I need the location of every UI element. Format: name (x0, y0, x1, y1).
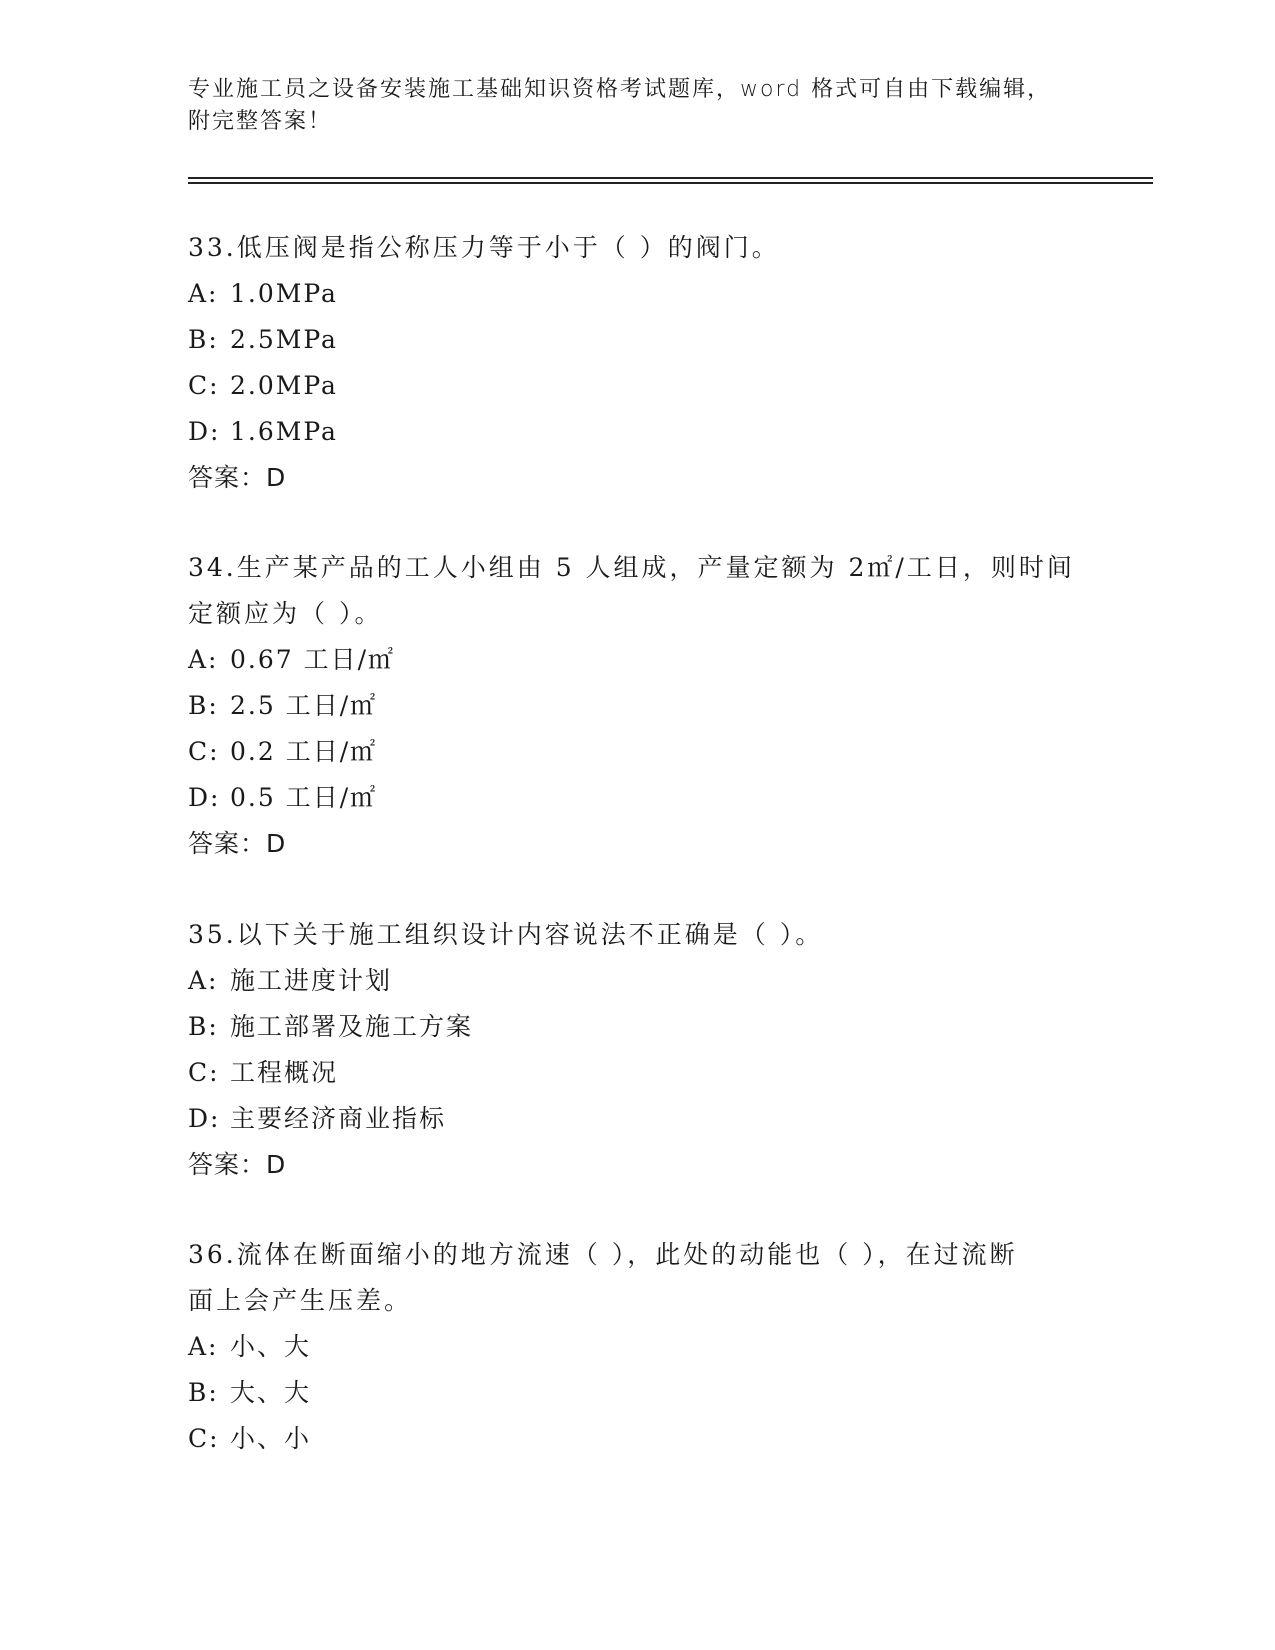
option-text: 施工部署及施工方案 (230, 1012, 474, 1041)
option-key: D: (188, 417, 221, 446)
option-c (188, 729, 1088, 775)
question-stem-line-1: 36.流体在断面缩小的地方流速（ ），此处的动能也（ ），在过流断 (188, 1240, 1018, 1269)
document-header (188, 74, 1088, 138)
option-text: 主要经济商业指标 (230, 1104, 447, 1133)
answer-line: 答案：D (188, 463, 287, 492)
option-a (188, 1324, 1088, 1370)
option-text: 2.0MPa (230, 371, 338, 400)
header-line-2: 附完整答案！ (188, 109, 333, 134)
question-stem-line-2: 面上会产生压差。 (188, 1286, 413, 1315)
question-stem-line-2: 定额应为（ ）。 (188, 599, 383, 628)
option-b (188, 683, 1088, 729)
option-key: B: (188, 691, 219, 720)
option-key: B: (188, 1378, 219, 1407)
option-c (188, 1050, 1088, 1096)
option-b (188, 1370, 1088, 1416)
option-text: 施工进度计划 (230, 966, 393, 995)
option-b (188, 1004, 1088, 1050)
option-d (188, 409, 1088, 455)
option-d (188, 1096, 1088, 1142)
option-key: A: (188, 645, 219, 674)
option-key: A: (188, 279, 219, 308)
option-key: C: (188, 1424, 220, 1453)
option-d (188, 775, 1088, 821)
option-key: D: (188, 783, 221, 812)
option-text: 工程概况 (230, 1058, 339, 1087)
option-text: 0.5 工日/㎡ (230, 783, 378, 812)
question-33 (188, 225, 1088, 501)
question-stem-line-1: 34.生产某产品的工人小组由 5 人组成，产量定额为 2㎡/工日，则时间 (188, 553, 1075, 582)
option-text: 0.2 工日/㎡ (230, 737, 378, 766)
answer-line: 答案：D (188, 1150, 287, 1179)
option-key: A: (188, 1332, 219, 1361)
option-text: 小、大 (230, 1332, 312, 1361)
option-a (188, 958, 1088, 1004)
option-text: 小、小 (230, 1424, 312, 1453)
option-text: 大、大 (230, 1378, 312, 1407)
question-stem: 33.低压阀是指公称压力等于小于（ ）的阀门。 (188, 233, 780, 262)
header-line-1: 专业施工员之设备安装施工基础知识资格考试题库，word 格式可自由下载编辑， (188, 77, 1052, 102)
option-key: B: (188, 1012, 219, 1041)
option-key: B: (188, 325, 219, 354)
option-text: 1.0MPa (230, 279, 338, 308)
question-stem: 35.以下关于施工组织设计内容说法不正确是（ ）。 (188, 920, 824, 949)
header-divider-top (188, 177, 1153, 179)
header-divider-bottom (188, 182, 1153, 184)
question-34 (188, 545, 1088, 867)
option-text: 1.6MPa (230, 417, 338, 446)
option-key: C: (188, 371, 220, 400)
option-key: D: (188, 1104, 221, 1133)
option-a (188, 637, 1088, 683)
question-36 (188, 1232, 1088, 1462)
option-key: C: (188, 1058, 220, 1087)
answer-line: 答案：D (188, 829, 287, 858)
question-35 (188, 912, 1088, 1188)
option-text: 0.67 工日/㎡ (230, 645, 396, 674)
option-c (188, 363, 1088, 409)
option-c (188, 1416, 1088, 1462)
option-key: A: (188, 966, 219, 995)
option-a (188, 271, 1088, 317)
option-b (188, 317, 1088, 363)
option-text: 2.5MPa (230, 325, 338, 354)
option-key: C: (188, 737, 220, 766)
option-text: 2.5 工日/㎡ (230, 691, 378, 720)
